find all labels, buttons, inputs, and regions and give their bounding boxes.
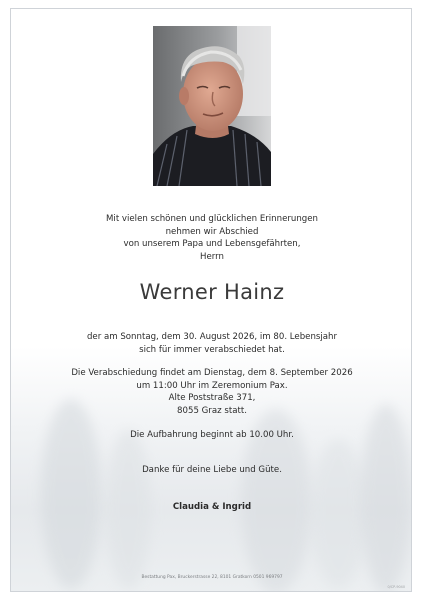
thanks-text: Danke für deine Liebe und Güte. (142, 465, 282, 475)
passing-line: sich für immer verabschiedet hat. (139, 344, 285, 355)
farewell-line: um 11:00 Uhr im Zeremonium Pax. (136, 380, 288, 391)
intro-line: von unserem Papa und Lebensgefährten, (123, 239, 301, 249)
portrait-photo (153, 26, 271, 186)
viewing-text: Die Aufbahrung beginnt ab 10.00 Uhr. (130, 430, 294, 440)
parte-card (10, 8, 412, 592)
passing-line: der am Sonntag, dem 30. August 2026, im 80. Lebensjahr (86, 332, 338, 342)
deceased-name: Werner Hainz (139, 280, 285, 304)
passing-text (11, 331, 412, 356)
signature: Claudia & Ingrid (172, 502, 252, 512)
farewell-line: 8055 Graz statt. (177, 405, 247, 416)
farewell-line: Die Verabschiedung findet am Dienstag, dem 8. September 2026 (71, 368, 353, 378)
intro-text (11, 213, 412, 263)
footer-funeral-home: Bestattung Pax, Bruckerstrasse 22, 8101 Gratkorn 0501 969797 (141, 575, 283, 580)
portrait-illustration (153, 26, 271, 186)
document-code: 0/CP-9040 (387, 585, 405, 589)
farewell-line: Alte Poststraße 371, (168, 393, 256, 403)
farewell-text (11, 367, 412, 417)
intro-line: Herrn (200, 251, 224, 262)
fog-tree-4 (311, 439, 366, 589)
intro-line: nehmen wir Abschied (165, 226, 259, 237)
fog-tree-1 (41, 399, 101, 589)
intro-line: Mit vielen schönen und glücklichen Erinnerungen (106, 214, 318, 224)
